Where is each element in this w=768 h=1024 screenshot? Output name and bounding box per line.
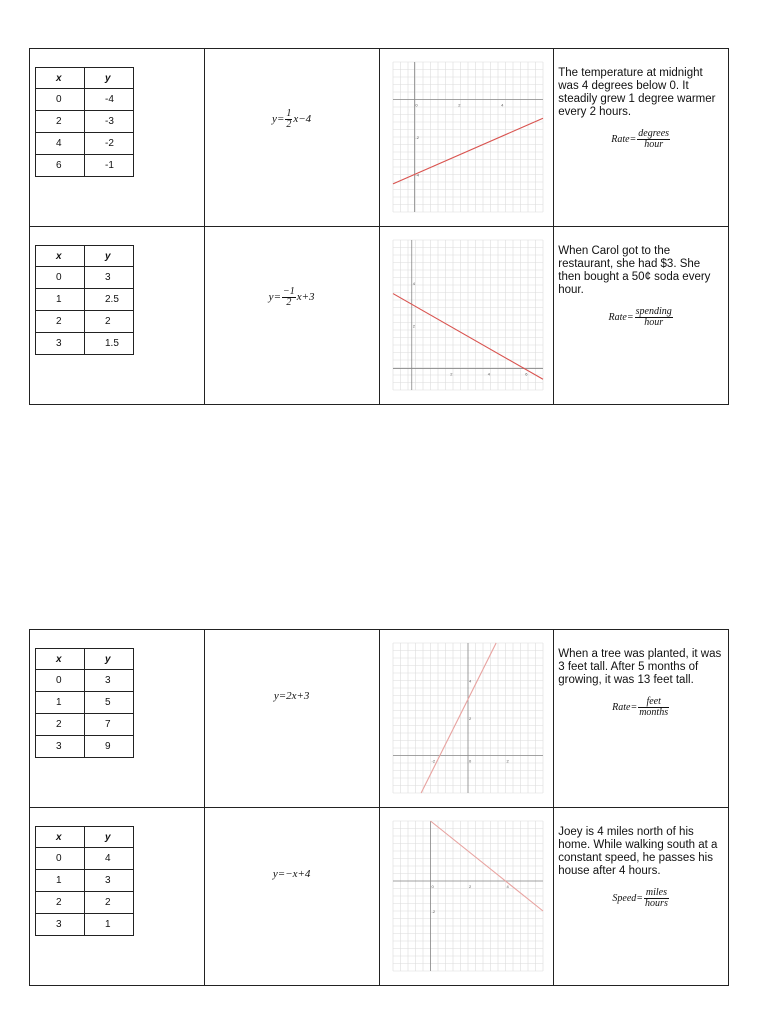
table-cell: 2 xyxy=(36,311,85,333)
equation-coefficient xyxy=(282,287,296,308)
table-row xyxy=(36,892,134,914)
card-set-1 xyxy=(29,48,729,405)
card-row xyxy=(30,630,729,808)
fraction-numerator: miles xyxy=(645,887,667,898)
story-cell xyxy=(554,630,729,808)
table-row xyxy=(36,111,134,133)
rate-label: Rate xyxy=(611,133,630,145)
rate-formula xyxy=(554,129,728,150)
table-cell: 2 xyxy=(85,311,134,333)
rate-fraction xyxy=(635,307,673,328)
equals-sign: = xyxy=(636,892,644,904)
graph-cell xyxy=(379,49,554,227)
rate-formula xyxy=(554,888,728,909)
graph-cell xyxy=(379,630,554,808)
equals-sign: = xyxy=(626,311,634,323)
fraction-numerator: 1 xyxy=(286,108,292,119)
xy-table-cell xyxy=(30,227,205,405)
table-cell: 0 xyxy=(36,848,85,870)
column-header: x xyxy=(36,649,85,670)
coordinate-graph xyxy=(380,49,554,226)
fraction-denominator: 2 xyxy=(286,119,292,130)
story-cell xyxy=(554,808,729,986)
y-tick-label: -4 xyxy=(414,172,419,178)
table-cell: -4 xyxy=(85,89,134,111)
column-header: x xyxy=(36,827,85,848)
table-cell: 6 xyxy=(36,155,85,177)
fraction-numerator: degrees xyxy=(638,128,670,139)
table-cell: 2 xyxy=(36,714,85,736)
table-cell: 1 xyxy=(36,870,85,892)
table-cell: 3 xyxy=(85,670,134,692)
y-tick-label: 2 xyxy=(468,716,471,721)
xy-table-header xyxy=(36,246,134,267)
xy-table xyxy=(35,648,134,758)
xy-table-cell xyxy=(30,49,205,227)
table-row xyxy=(36,714,134,736)
rate-label: Rate xyxy=(608,311,627,323)
equation xyxy=(205,109,379,130)
column-header: y xyxy=(85,649,134,670)
fraction-denominator: hour xyxy=(644,317,664,328)
table-cell: -3 xyxy=(85,111,134,133)
y-tick-label: -2 xyxy=(431,909,435,914)
table-cell: 0 xyxy=(36,89,85,111)
x-tick-label: 2 xyxy=(506,758,509,764)
table-cell: -2 xyxy=(85,133,134,155)
x-tick-label: 0 xyxy=(431,884,434,889)
fraction-denominator: hour xyxy=(644,139,664,150)
table-cell: 2 xyxy=(36,892,85,914)
x-tick-label: 4 xyxy=(487,371,490,377)
equation-cell xyxy=(204,630,379,808)
table-cell: 5 xyxy=(85,692,134,714)
table-row xyxy=(36,670,134,692)
x-tick-label: 2 xyxy=(468,884,471,889)
table-row xyxy=(36,267,134,289)
rate-label: Speed xyxy=(612,892,637,904)
equals-sign: = xyxy=(629,133,637,145)
equation-cell xyxy=(204,808,379,986)
xy-table xyxy=(35,67,134,177)
fraction-numerator: spending xyxy=(635,306,672,317)
table-cell: 1 xyxy=(36,289,85,311)
table-cell: 3 xyxy=(85,267,134,289)
table-cell: 2 xyxy=(85,892,134,914)
table-row xyxy=(36,289,134,311)
table-row xyxy=(36,870,134,892)
table-row xyxy=(36,692,134,714)
coordinate-graph xyxy=(380,630,554,807)
y-tick-label: 2 xyxy=(412,323,415,329)
table-cell: 3 xyxy=(36,333,85,355)
equation-cell xyxy=(204,49,379,227)
table-cell: 0 xyxy=(36,670,85,692)
table-cell: -1 xyxy=(85,155,134,177)
x-tick-label: 6 xyxy=(524,371,527,377)
table-row xyxy=(36,914,134,936)
equation-lhs: y xyxy=(272,868,278,880)
rate-formula xyxy=(554,697,728,718)
equation xyxy=(205,287,379,308)
column-header: y xyxy=(85,246,134,267)
fraction-denominator: hours xyxy=(645,898,668,909)
xy-table xyxy=(35,826,134,936)
coordinate-graph xyxy=(380,227,554,404)
xy-table-header xyxy=(36,649,134,670)
rate-fraction xyxy=(644,888,669,909)
equation-lhs: y xyxy=(272,113,277,126)
equation-rest: =−x+4 xyxy=(277,868,311,880)
fraction-numerator: feet xyxy=(638,697,669,708)
column-header: x xyxy=(36,68,85,89)
table-cell: 4 xyxy=(36,133,85,155)
x-tick-label: 4 xyxy=(500,102,503,108)
table-cell: 1.5 xyxy=(85,333,134,355)
fraction-numerator: −1 xyxy=(283,286,295,297)
graph-cell xyxy=(379,808,554,986)
story-text: The temperature at midnight was 4 degrees below 0. It steadily grew 1 degree warmer every 2 hours. xyxy=(558,67,716,118)
x-tick-label: 0 xyxy=(468,758,471,764)
table-cell: 9 xyxy=(85,736,134,758)
xy-table-cell xyxy=(30,630,205,808)
coordinate-graph xyxy=(380,808,554,985)
table-row xyxy=(36,133,134,155)
equation-rest: x+3 xyxy=(296,291,315,304)
card-row xyxy=(30,49,729,227)
card-row xyxy=(30,808,729,986)
equals-sign: = xyxy=(273,291,281,304)
x-tick-label: 4 xyxy=(506,884,509,889)
equation-rest: =2x+3 xyxy=(278,690,310,702)
card-set-2 xyxy=(29,629,729,986)
equation-cell xyxy=(204,227,379,405)
table-cell: 4 xyxy=(85,848,134,870)
equation-coefficient xyxy=(285,109,292,130)
story-cell xyxy=(554,49,729,227)
story-text: When a tree was planted, it was 3 feet tall. After 5 months of growing, it was 13 feet tall. xyxy=(558,648,722,686)
rate-fraction xyxy=(638,697,669,718)
table-cell: 2 xyxy=(36,111,85,133)
table-cell: 1 xyxy=(36,692,85,714)
rate-formula xyxy=(554,307,728,328)
y-tick-label: -2 xyxy=(414,135,419,140)
table-row xyxy=(36,333,134,355)
x-tick-label: 0 xyxy=(414,102,418,108)
rate-label: Rate xyxy=(612,701,631,713)
table-cell: 3 xyxy=(85,870,134,892)
table-cell: 2.5 xyxy=(85,289,134,311)
xy-table-header xyxy=(36,827,134,848)
table-cell: 7 xyxy=(85,714,134,736)
equation-rest: x−4 xyxy=(293,113,312,126)
x-tick-label: 2 xyxy=(457,102,461,108)
card-row xyxy=(30,227,729,405)
graph-cell xyxy=(379,227,554,405)
x-tick-label: -2 xyxy=(431,758,435,764)
equals-sign: = xyxy=(276,113,285,126)
table-row xyxy=(36,155,134,177)
column-header: x xyxy=(36,246,85,267)
y-tick-label: 4 xyxy=(412,280,415,286)
story-text: When Carol got to the restaurant, she had $3. She then bought a 50¢ soda every hour. xyxy=(558,245,711,296)
equation xyxy=(205,868,379,880)
y-tick-label: 4 xyxy=(468,678,471,684)
xy-table-cell xyxy=(30,808,205,986)
equation-lhs: y xyxy=(268,291,274,304)
column-header: y xyxy=(85,827,134,848)
story-text: Joey is 4 miles north of his home. While walking south at a constant speed, he passes his house after 4 hours. xyxy=(558,826,718,877)
table-row xyxy=(36,89,134,111)
table-cell: 1 xyxy=(85,914,134,936)
story-cell xyxy=(554,227,729,405)
table-cell: 0 xyxy=(36,267,85,289)
equation-lhs: y xyxy=(273,690,279,702)
equals-sign: = xyxy=(630,701,638,713)
xy-table xyxy=(35,245,134,355)
equation xyxy=(205,690,379,702)
x-tick-label: 2 xyxy=(449,371,452,377)
table-cell: 3 xyxy=(36,914,85,936)
column-header: y xyxy=(85,68,134,89)
fraction-denominator: 2 xyxy=(286,297,292,308)
rate-fraction xyxy=(637,129,670,150)
table-row xyxy=(36,311,134,333)
table-row xyxy=(36,848,134,870)
xy-table-header xyxy=(36,68,134,89)
fraction-denominator: months xyxy=(639,707,669,718)
table-cell: 3 xyxy=(36,736,85,758)
table-row xyxy=(36,736,134,758)
